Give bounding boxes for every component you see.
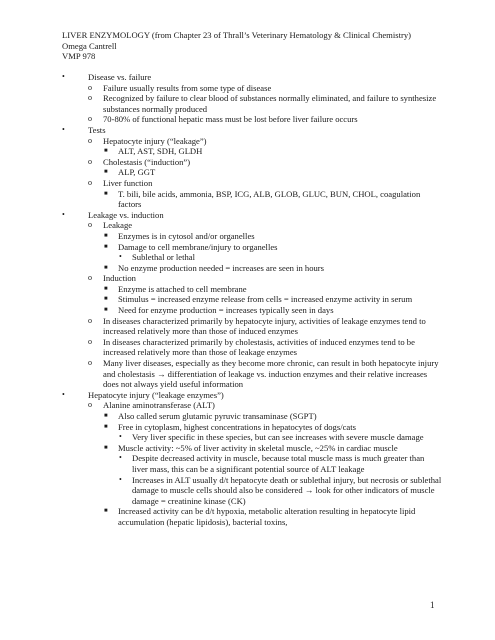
outline-item (88, 83, 442, 94)
bullet-marker: o (88, 336, 92, 346)
outline-item-text: Tests (88, 124, 106, 135)
outline-item-text: Leakage (103, 220, 133, 231)
outline-item-text: Despite decreased activity in muscle, because total muscle mass is much greater than liver mass, this can be a significant potential source of ALT leakage (132, 453, 425, 474)
bullet-marker: ■ (104, 444, 108, 451)
outline-item (88, 220, 442, 273)
outline-list-level-2 (88, 83, 442, 125)
outline-item (62, 125, 442, 210)
outline-list-level-2 (88, 400, 442, 527)
outline-item (62, 390, 442, 528)
author-name: Omega Cantrell (62, 40, 117, 51)
outline-list-level-4 (118, 432, 442, 443)
outline-list-level-3 (103, 231, 442, 273)
outline-item (103, 422, 442, 443)
outline-item (118, 475, 442, 507)
outline-item (88, 337, 442, 358)
outline-item (103, 305, 442, 316)
bullet-marker: o (88, 93, 92, 103)
outline-item-text: In diseases characterized primarily by hepatocyte injury, activities of leakage enzymes tend to increased relatively more than those of induced enzymes (103, 315, 426, 337)
bullet-marker: ■ (104, 190, 108, 197)
bullet-marker: ■ (104, 307, 108, 314)
outline-item-text: Sublethal or lethal (132, 252, 196, 263)
document-title: LIVER ENZYMOLOGY (from Chapter 23 of Thrall’s Veterinary Hematology & Clinical Chemistry) (62, 30, 412, 40)
bullet-marker: • (62, 389, 65, 399)
outline-item (103, 167, 442, 178)
outline-item-text: Increases in ALT usually d/t hepatocyte death or sublethal injury, but necrosis or sublethal damage to muscle cells should also be considered → look for other indicators of muscle damage = creatinine kinase (CK) (132, 474, 442, 506)
outline-item-text: Hepatocyte injury (“leakage enzymes”) (88, 389, 224, 400)
outline-item-text: Failure usually results from some type of disease (103, 82, 272, 93)
outline-content (62, 72, 442, 528)
outline-item (88, 136, 442, 157)
outline-item (88, 400, 442, 527)
bullet-marker: ■ (104, 243, 108, 250)
outline-list-level-3 (103, 167, 442, 178)
outline-item (62, 72, 442, 125)
outline-list-level-4 (118, 252, 442, 263)
outline-item-text: No enzyme production needed = increases are seen in hours (118, 262, 325, 273)
outline-list-level-3 (103, 146, 442, 157)
bullet-marker: • (119, 474, 122, 484)
outline-item-text: Alanine aminotransferase (ALT) (103, 400, 215, 411)
bullet-marker: ■ (104, 264, 108, 271)
outline-item-text: Induction (103, 273, 136, 284)
outline-item-text: Cholestasis (“induction”) (103, 156, 191, 167)
outline-item-text: In diseases characterized primarily by cholestasis, activities of induced enzymes tend to be increased relatively more than those of leakage enzymes (103, 336, 415, 358)
outline-item (118, 453, 442, 474)
bullet-marker: o (88, 315, 92, 325)
outline-item (103, 231, 442, 242)
outline-item (103, 242, 442, 263)
bullet-marker: o (88, 177, 92, 187)
outline-item-text: Need for enzyme production = increases typically seen in days (118, 305, 334, 316)
bullet-marker: o (88, 135, 92, 145)
outline-item-text: Liver function (103, 177, 153, 188)
bullet-marker: • (119, 252, 122, 262)
outline-list-level-3 (103, 411, 442, 528)
outline-list-level-1 (62, 72, 442, 528)
bullet-marker: o (88, 220, 92, 230)
outline-item-text: Recognized by failure to clear blood of substances normally eliminated, and failure to synthesize substances normally produced (103, 93, 437, 114)
outline-list-level-3 (103, 189, 442, 210)
bullet-marker: o (88, 114, 92, 124)
bullet-marker: • (62, 72, 65, 81)
outline-item-text: Also called serum glutamic pyruvic transaminase (SGPT) (118, 411, 317, 421)
outline-item (103, 263, 442, 274)
outline-item (103, 189, 442, 210)
outline-item (118, 432, 442, 443)
outline-list-level-3 (103, 284, 442, 316)
outline-item (103, 506, 442, 527)
outline-list-level-4 (118, 453, 442, 506)
course-code: VMP 978 (62, 51, 96, 62)
bullet-marker: ■ (104, 423, 108, 430)
outline-item-text: Damage to cell membrane/injury to organelles (118, 241, 278, 252)
outline-item-text: Enzyme is attached to cell membrane (118, 283, 247, 294)
outline-list-level-2 (88, 136, 442, 210)
bullet-marker: ■ (104, 232, 108, 239)
bullet-marker: • (119, 453, 122, 463)
outline-item (88, 316, 442, 337)
document-header (62, 30, 482, 62)
outline-item (88, 157, 442, 178)
outline-item-text: ALP, GGT (118, 167, 156, 178)
outline-item (88, 273, 442, 315)
outline-item (88, 93, 442, 114)
outline-item (118, 252, 442, 263)
outline-item (103, 411, 442, 422)
outline-item-text: T. bili, bile acids, ammonia, BSP, ICG, ALB, GLOB, GLUC, BUN, CHOL, coagulation factors (118, 188, 421, 210)
bullet-marker: ■ (104, 296, 108, 303)
outline-item (103, 146, 442, 157)
bullet-marker: • (62, 209, 65, 219)
outline-item-text: Muscle activity: ~5% of liver activity in skeletal muscle, ~25% in cardiac muscle (118, 442, 398, 453)
outline-item-text: Free in cytoplasm, highest concentrations in hepatocytes of dogs/cats (118, 421, 356, 432)
page-number: 1 (430, 600, 435, 610)
outline-list-level-2 (88, 220, 442, 390)
bullet-marker: o (88, 273, 92, 283)
outline-item (103, 284, 442, 295)
outline-item-text: Many liver diseases, especially as they become more chronic, can result in both hepatocyte injury and cholestasis → differentiation of leakage vs. induction enzymes and their relative increases does not always yield useful information (103, 358, 439, 390)
outline-item-text: Disease vs. failure (88, 72, 152, 82)
bullet-marker: ■ (104, 285, 108, 292)
bullet-marker: • (119, 432, 122, 442)
bullet-marker: • (62, 124, 65, 134)
outline-item (103, 443, 442, 507)
bullet-marker: ■ (104, 169, 108, 176)
bullet-marker: o (88, 400, 92, 410)
outline-item (103, 294, 442, 305)
outline-item-text: 70-80% of functional hepatic mass must be lost before liver failure occurs (103, 114, 358, 125)
outline-item (88, 358, 442, 390)
outline-item-text: Leakage vs. induction (88, 209, 164, 220)
bullet-marker: o (88, 156, 92, 166)
outline-item-text: Enzymes is in cytosol and/or organelles (118, 230, 255, 241)
bullet-marker: o (88, 358, 92, 368)
outline-item-text: Hepatocyte injury (“leakage”) (103, 135, 207, 146)
bullet-marker: o (88, 82, 92, 92)
outline-item (88, 114, 442, 125)
outline-item (62, 210, 442, 390)
outline-item-text: Increased activity can be d/t hypoxia, metabolic alteration resulting in hepatocyte lipid accumulation (hepatic lipidosis), bacterial toxins, (118, 506, 416, 527)
bullet-marker: ■ (104, 148, 108, 155)
outline-item-text: Stimulus = increased enzyme release from cells = increased enzyme activity in serum (118, 294, 413, 305)
outline-item-text: Very liver specific in these species, but can see increases with severe muscle damage (132, 432, 424, 443)
outline-item-text: ALT, AST, SDH, GLDH (118, 146, 203, 157)
bullet-marker: ■ (104, 508, 108, 515)
bullet-marker: ■ (104, 413, 108, 419)
outline-item (88, 178, 442, 210)
